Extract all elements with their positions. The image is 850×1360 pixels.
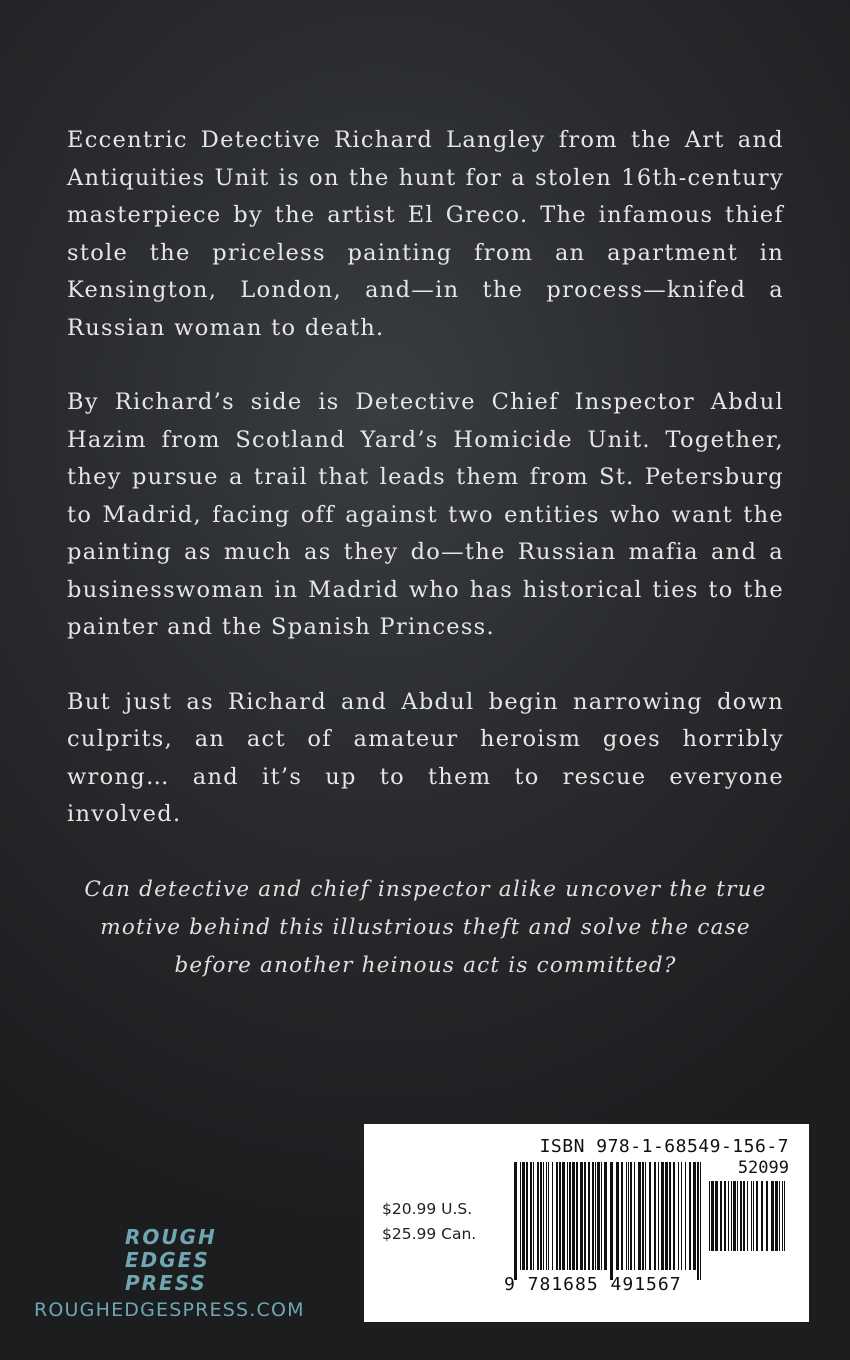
barcode-bar — [731, 1181, 732, 1251]
barcode-bar — [567, 1162, 568, 1270]
barcode-bar — [715, 1181, 718, 1251]
barcode-bar — [604, 1162, 607, 1270]
barcode-bar — [540, 1162, 542, 1270]
blurb-paragraph-1: Eccentric Detective Richard Langley from the Art and Antiquities Unit is on the hunt for a stolen 16th-century masterpiece by the artist El Greco. The infamous thief stole the priceless painting from an apartment in Kensington, London, and—in the process—knifed a Russian woman to death. — [67, 127, 784, 341]
publisher-url: ROUGHEDGESPRESS.COM — [34, 1299, 305, 1321]
barcode-bar — [678, 1162, 679, 1270]
barcode-bar — [537, 1162, 539, 1270]
barcode-bar — [556, 1162, 558, 1270]
barcode-bar — [751, 1181, 752, 1251]
publisher-logo-line-1: ROUGH — [125, 1225, 217, 1249]
blurb-paragraph-3: But just as Richard and Abdul begin narrowing down culprits, an act of amateur heroism goes horribly wrong… and it’s up to them to rescue everyone involved. — [67, 688, 784, 827]
barcode-bar — [737, 1181, 738, 1251]
barcode-bar — [626, 1162, 627, 1270]
barcode-bar — [700, 1162, 701, 1280]
price-can: $25.99 Can. — [382, 1225, 477, 1243]
barcode-bar — [559, 1162, 561, 1270]
barcode-bar — [673, 1162, 675, 1270]
barcode-bar — [693, 1162, 696, 1270]
barcode-bar — [552, 1162, 553, 1270]
barcode-bar — [775, 1181, 778, 1251]
barcode-bar — [756, 1181, 758, 1251]
barcode-bar — [576, 1162, 578, 1270]
blurb-paragraph-2: By Richard’s side is Detective Chief Inspector Abdul Hazim from Scotland Yard’s Homicide Unit. Together, they pursue a trail that leads them from St. Petersburg to Madrid, facing off against two entities who want the painting as much as they do—the Russian mafia and a businesswoman in Madrid who has historical ties to the painter and the Spanish Princess. — [67, 389, 784, 640]
barcode-supplement-number: 52099 — [737, 1158, 789, 1178]
barcode-bar — [743, 1181, 745, 1251]
barcode-bar — [665, 1162, 668, 1270]
barcode-bar — [649, 1162, 651, 1270]
barcode-bar — [645, 1162, 646, 1270]
barcode-bar — [753, 1181, 754, 1251]
blurb-tagline: Can detective and chief inspector alike uncover the true motive behind this illustrious theft and solve the case before another heinous act is committed? — [84, 876, 767, 978]
barcode-bar — [634, 1162, 635, 1270]
back-cover-blurb — [67, 122, 784, 985]
barcode-bar — [779, 1181, 780, 1251]
barcode-bar — [784, 1181, 785, 1251]
price-us: $20.99 U.S. — [382, 1200, 473, 1218]
barcode-bar — [526, 1162, 528, 1270]
barcode-bar — [530, 1162, 532, 1270]
barcode-bar — [638, 1162, 641, 1270]
barcode-bar — [661, 1162, 664, 1270]
barcode-bar — [689, 1162, 691, 1270]
barcode-bar — [597, 1162, 600, 1270]
publisher-logo-line-2: EDGES — [125, 1248, 210, 1272]
price-block — [382, 1197, 476, 1247]
barcode-bar — [711, 1181, 714, 1251]
barcode-bar — [616, 1162, 619, 1270]
barcode-bar — [601, 1162, 602, 1270]
barcode-bar — [642, 1162, 644, 1270]
barcode-bar — [740, 1181, 742, 1251]
barcode-bar — [572, 1162, 575, 1270]
barcode-bar — [669, 1162, 671, 1270]
barcode-bar — [697, 1162, 699, 1280]
ean-barcode — [514, 1162, 704, 1280]
publisher-logo — [125, 1226, 217, 1295]
barcode-bar — [533, 1162, 534, 1270]
barcode-bar — [514, 1162, 517, 1280]
barcode-bar — [562, 1162, 565, 1270]
barcode-bar — [733, 1181, 736, 1251]
barcode-box — [364, 1124, 809, 1322]
barcode-bar — [621, 1162, 623, 1270]
barcode-bar — [546, 1162, 547, 1270]
barcode-bar — [543, 1162, 544, 1270]
barcode-bar — [766, 1181, 768, 1251]
ean-digits: 9 781685 491567 — [504, 1274, 682, 1295]
barcode-bar — [681, 1162, 682, 1270]
barcode-bar — [584, 1162, 586, 1270]
barcode-bar — [520, 1162, 521, 1270]
barcode-bar — [747, 1181, 748, 1251]
barcode-bar — [610, 1162, 613, 1280]
barcode-bar — [709, 1181, 710, 1251]
barcode-bar — [654, 1162, 656, 1270]
barcode-bar — [658, 1162, 659, 1270]
supplement-barcode — [709, 1181, 789, 1261]
barcode-bar — [548, 1162, 549, 1270]
isbn-number: ISBN 978-1-68549-156-7 — [539, 1136, 789, 1157]
barcode-bar — [595, 1162, 596, 1270]
barcode-bar — [628, 1162, 629, 1270]
barcode-bar — [630, 1162, 632, 1270]
barcode-bar — [782, 1181, 783, 1251]
barcode-bar — [685, 1162, 686, 1270]
barcode-bar — [588, 1162, 590, 1270]
barcode-bar — [580, 1162, 583, 1270]
barcode-bar — [569, 1162, 571, 1270]
barcode-bar — [522, 1162, 525, 1270]
barcode-bar — [720, 1181, 722, 1251]
barcode-bar — [592, 1162, 594, 1270]
publisher-logo-line-3: PRESS — [125, 1271, 207, 1295]
barcode-bar — [728, 1181, 729, 1251]
barcode-bar — [761, 1181, 763, 1251]
barcode-bar — [771, 1181, 774, 1251]
barcode-bar — [724, 1181, 726, 1251]
